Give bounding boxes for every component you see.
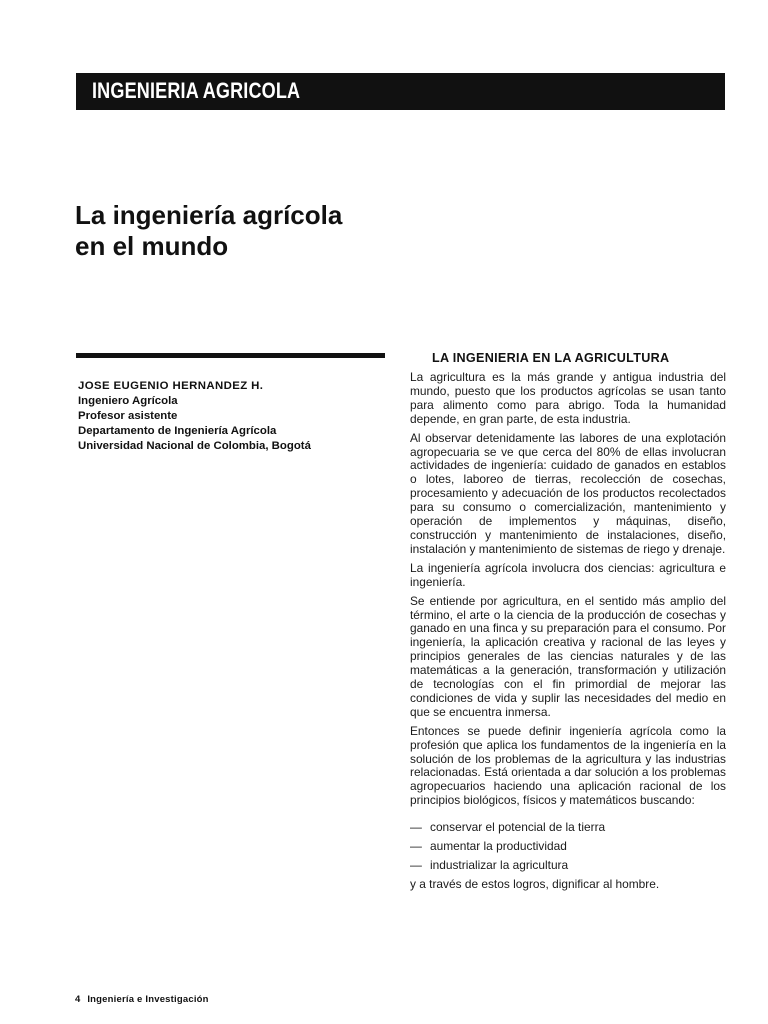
list-dash: — <box>410 839 422 854</box>
article-title-line-1: La ingeniería agrícola <box>75 200 343 230</box>
author-department: Departamento de Ingeniería Agrícola <box>78 425 277 437</box>
list-item <box>410 859 726 873</box>
page-footer <box>75 994 213 1005</box>
body-paragraph: La agricultura es la más grande y antigua industria del mundo, puesto que los productos agrícolas se usan tanto para alimento como para abrigo. Toda la humanidad depende, en gran parte, de esta industria. <box>410 370 726 426</box>
body-paragraph: La ingeniería agrícola involucra dos ciencias: agricultura e ingeniería. <box>410 560 726 589</box>
body-paragraph: Entonces se puede definir ingeniería agrícola como la profesión que aplica los fundamentos de la ingeniería en la solución de los problemas de la agricultura y las industrias relacionadas. Está orientada a dar solución a los problemas agropecuarios haciendo una aplicación racional de los principios biológicos, físicos y matemáticos buscando: <box>410 723 726 808</box>
list-item-text: conservar el potencial de la tierra <box>430 820 606 835</box>
section-heading: LA INGENIERIA EN LA AGRICULTURA <box>432 351 670 365</box>
page-number: 4 <box>75 994 81 1005</box>
author-divider <box>76 353 385 358</box>
author-title: Ingeniero Agrícola <box>78 395 178 407</box>
author-block <box>78 379 398 454</box>
body-column <box>410 371 726 897</box>
article-title-line-2: en el mundo <box>75 231 229 261</box>
author-name: JOSE EUGENIO HERNANDEZ H. <box>78 380 264 392</box>
author-institution: Universidad Nacional de Colombia, Bogotá <box>78 440 311 452</box>
list-item-text: industrializar la agricultura <box>430 858 569 872</box>
list-item <box>410 840 726 854</box>
goals-list <box>410 821 726 873</box>
list-dash: — <box>410 820 422 835</box>
section-banner <box>76 73 725 110</box>
article-title <box>75 200 455 262</box>
section-label: INGENIERIA AGRICOLA <box>92 78 301 103</box>
closing-sentence: y a través de estos logros, dignificar al hombre. <box>410 876 660 891</box>
body-paragraph: Al observar detenidamente las labores de una explotación agropecuaria se ve que cerca del 80% de ellas involucran actividades de ingeniería: cuidado de ganados en establos o lotes, laboreo de tierras, recolección de cosechas, procesamiento y adecuación de los productos recolectados para su consumo o comercialización, mantenimiento y operación de implementos y máquinas, diseño, construcción y mantenimiento de instalaciones, diseño, instalación y mantenimiento de sistemas de riego y drenaje. <box>410 430 726 556</box>
body-paragraph: Se entiende por agricultura, en el sentido más amplio del término, el arte o la ciencia de la producción de cosechas y ganado en una finca y su preparación para el consumo. Por ingeniería, la aplicación creativa y racional de las leyes y principios generales de las ciencias naturales y de las matemáticas a la generación, transformación y utilización de tecnologías con el fin primordial de mejorar las condiciones de vida y suplir las necesidades del medio en que se encuentra inmersa. <box>410 593 726 719</box>
author-position: Profesor asistente <box>78 410 178 422</box>
list-item <box>410 821 726 835</box>
journal-name: Ingeniería e Investigación <box>87 994 209 1005</box>
list-dash: — <box>410 858 422 872</box>
list-item-text: aumentar la productividad <box>430 839 567 854</box>
